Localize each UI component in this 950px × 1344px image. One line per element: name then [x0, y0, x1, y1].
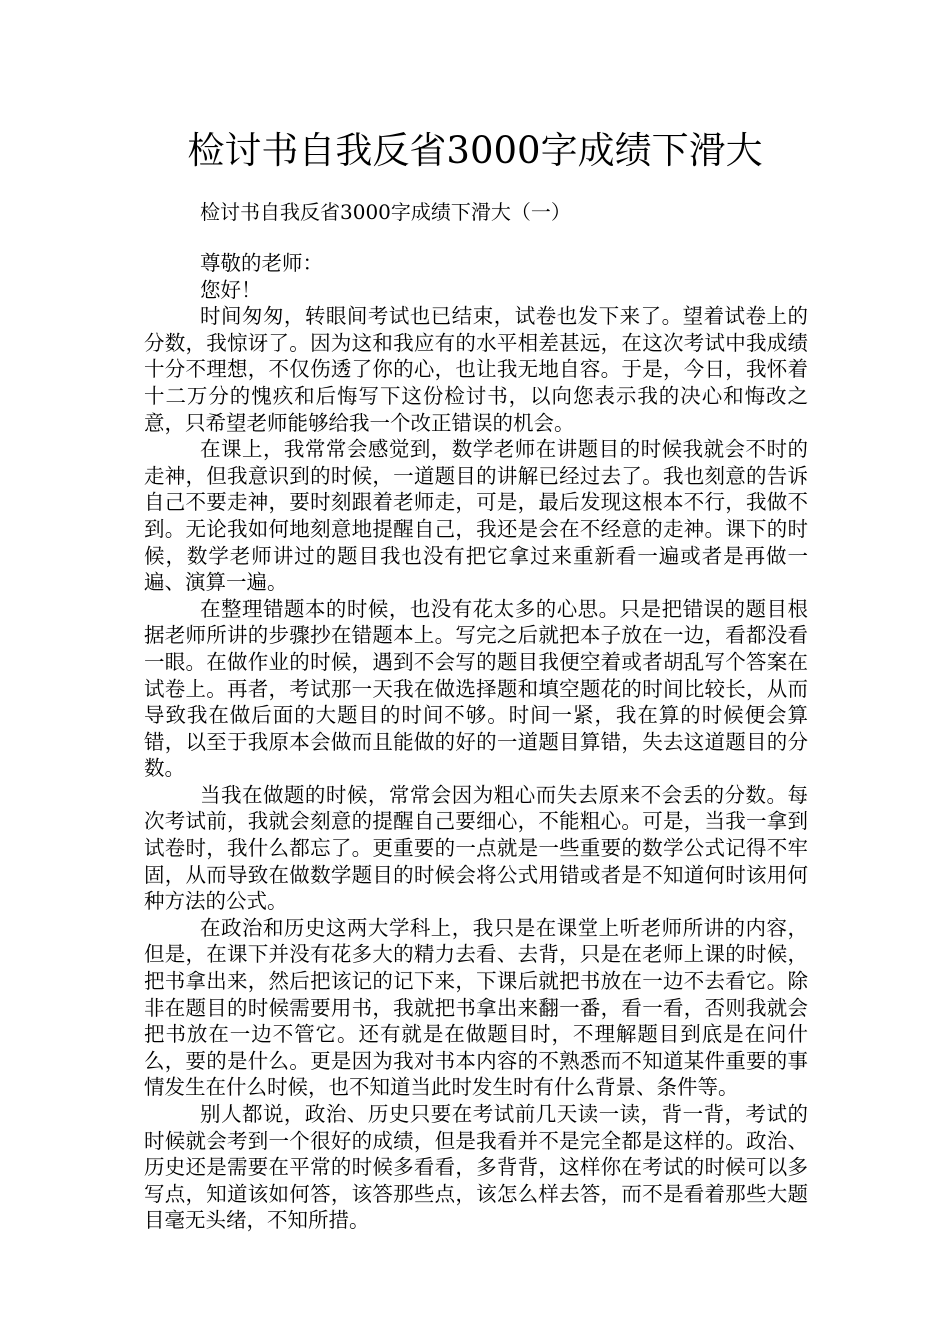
salutation: 尊敬的老师： — [200, 251, 323, 275]
paragraph: 当我在做题的时候，常常会因为粗心而失去原来不会丢的分数。每次考试前，我就会刻意的提醒自己要细心，不能粗心。可是，当我一拿到试卷时，我什么都忘了。更重要的一点就是一些重要的数学公式记得不牢固，从而导致在做数学题目的时候会将公式用错或者是不知道何时该用何种方法的公式。 — [144, 782, 808, 914]
paragraph: 在整理错题本的时候，也没有花太多的心思。只是把错误的题目根据老师所讲的步骤抄在错题本上。写完之后就把本子放在一边，看都没看一眼。在做作业的时候，遇到不会写的题目我便空着或者胡乱写个答案在试卷上。再者，考试那一天我在做选择题和填空题花的时间比较长，从而导致我在做后面的大题目的时间不够。时间一紧，我在算的时候便会算错，以至于我原本会做而且能做的好的一道题目算错，失去这道题目的分数。 — [144, 596, 808, 781]
paragraph: 时间匆匆，转眼间考试也已结束，试卷也发下来了。望着试卷上的分数，我惊讶了。因为这和我应有的水平相差甚远，在这次考试中我成绩十分不理想，不仅伤透了你的心，也让我无地自容。于是，今日，我怀着十二万分的愧疚和后悔写下这份检讨书，以向您表示我的决心和悔改之意，只希望老师能够给我一个改正错误的机会。 — [144, 304, 808, 435]
paragraph: 在课上，我常常会感觉到，数学老师在讲题目的时候我就会不时的走神，但我意识到的时候，一道题目的讲解已经过去了。我也刻意的告诉自己不要走神，要时刻跟着老师走，可是，最后发现这根本不行，我做不到。无论我如何地刻意地提醒自己，我还是会在不经意的走神。课下的时候，数学老师讲过的题目我也没有把它拿过来重新看一遍或者是再做一遍、演算一遍。 — [144, 437, 808, 595]
greeting: 您好！ — [200, 277, 262, 302]
document-body — [144, 250, 808, 1234]
document-subtitle: 检讨书自我反省3000字成绩下滑大（一） — [200, 200, 571, 224]
document-title: 检讨书自我反省3000字成绩下滑大 — [187, 129, 763, 172]
paragraph: 在政治和历史这两大学科上，我只是在课堂上听老师所讲的内容，但是，在课下并没有花多大的精力去看、去背，只是在老师上课的时候，把书拿出来，然后把该记的记下来，下课后就把书放在一边不去看它。除非在题目的时候需要用书，我就把书拿出来翻一番，看一看，否则我就会把书放在一边不管它。还有就是在做题目时，不理解题目到底是在问什么，要的是什么。更是因为我对书本内容的不熟悉而不知道某件重要的事情发生在什么时候，也不知道当此时发生时有什么背景、条件等。 — [144, 915, 808, 1100]
paragraph: 别人都说，政治、历史只要在考试前几天读一读，背一背，考试的时候就会考到一个很好的成绩，但是我看并不是完全都是这样的。政治、历史还是需要在平常的时候多看看，多背背，这样你在考试的时候可以多写点，知道该如何答，该答那些点，该怎么样去答，而不是看着那些大题目毫无头绪，不知所措。 — [144, 1102, 808, 1233]
